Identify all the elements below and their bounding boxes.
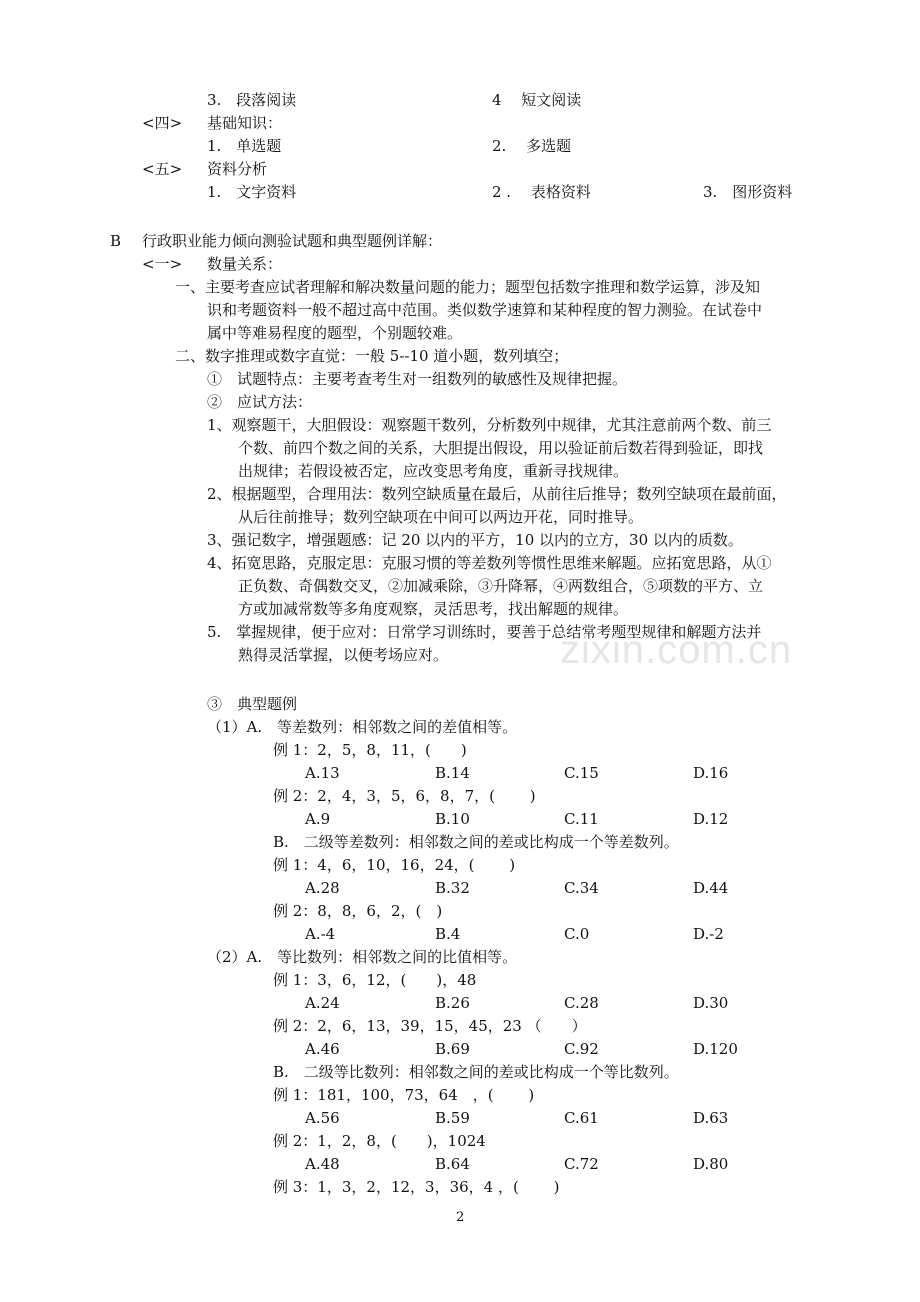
text-line: 二、数字推理或数字直觉：一般 5--10 道小题，数列填空； <box>175 347 569 365</box>
text-line: A.48 <box>305 1155 340 1173</box>
text-line: A.46 <box>305 1040 340 1058</box>
text-line: 例 1：3，6，12，( )，48 <box>273 971 477 989</box>
text-line: ③ 典型题例 <box>207 695 298 713</box>
text-line: 1. 单选题 <box>207 137 282 155</box>
text-line: B.14 <box>435 764 470 782</box>
text-line: （1）A. 等差数列：相邻数之间的差值相等。 <box>207 718 518 736</box>
text-line: B.26 <box>435 994 470 1012</box>
text-line: 例 3：1，3，2，12，3，36，4 ，( ) <box>273 1178 560 1196</box>
text-line: B.32 <box>435 879 470 897</box>
page-number: 2 <box>456 1210 465 1225</box>
text-line: 1、观察题干，大胆假设：观察题干数列，分析数列中规律，尤其注意前两个数、前三 <box>207 416 772 434</box>
text-line: 一、主要考查应试者理解和解决数量问题的能力；题型包括数字推理和数学运算，涉及知 <box>175 278 761 296</box>
text-line: 资料分析 <box>207 160 268 178</box>
text-line: A.9 <box>305 810 331 828</box>
text-line: 从后往前推导；数列空缺项在中间可以两边开花，同时推导。 <box>238 508 644 526</box>
text-line: C.28 <box>564 994 599 1012</box>
text-line: B <box>110 232 122 250</box>
text-line: 2、根据题型，合理用法：数列空缺质量在最后，从前往后推导；数列空缺项在最前面， <box>207 485 787 503</box>
text-line: 个数、前四个数之间的关系，大胆提出假设，用以验证前后数若得到验证，即找 <box>238 439 764 457</box>
text-line: B.64 <box>435 1155 470 1173</box>
text-line: C.11 <box>564 810 599 828</box>
watermark: zixin.com.cn <box>560 628 793 672</box>
text-line: A.-4 <box>305 925 336 943</box>
text-line: A.13 <box>305 764 340 782</box>
text-line: C.72 <box>564 1155 599 1173</box>
text-line: C.0 <box>564 925 590 943</box>
text-line: 4、拓宽思路，克服定思：克服习惯的等差数列等惯性思维来解题。应拓宽思路，从① <box>207 554 772 572</box>
text-line: <四> <box>142 114 183 132</box>
text-line: 例 2：2，4，3，5，6，8，7，( ) <box>273 787 536 805</box>
text-line: 1. 文字资料 <box>207 183 297 201</box>
text-line: 方或加减常数等多角度观察，灵活思考，找出解题的规律。 <box>238 600 629 618</box>
text-line: 2 . 表格资料 <box>492 183 591 201</box>
text-line: （2）A. 等比数列：相邻数之间的比值相等。 <box>207 948 518 966</box>
text-line: 属中等难易程度的题型，个别题较难。 <box>207 324 463 342</box>
text-line: <一> <box>142 255 183 273</box>
text-line: 例 2：8，8，6，2，( ) <box>273 902 443 920</box>
text-line: D.80 <box>693 1155 729 1173</box>
text-line: C.92 <box>564 1040 599 1058</box>
text-line: 4 短文阅读 <box>492 91 582 109</box>
text-line: 5. 掌握规律，便于应对：日常学习训练时，要善于总结常考题型规律和解题方法并 <box>207 623 762 641</box>
text-line: A.56 <box>305 1109 340 1127</box>
text-line: 识和考题资料一般不超过高中范围。类似数学速算和某种程度的智力测验。在试卷中 <box>207 301 763 319</box>
text-line: D.30 <box>693 994 729 1012</box>
text-line: D.63 <box>693 1109 729 1127</box>
text-line: B.4 <box>435 925 461 943</box>
text-line: B.59 <box>435 1109 470 1127</box>
text-line: 基础知识： <box>207 114 283 132</box>
text-line: D.12 <box>693 810 729 828</box>
text-line: B. 二级等差数列：相邻数之间的差或比构成一个等差数列。 <box>273 833 679 851</box>
text-line: 例 1：2，5，8，11，( ) <box>273 741 467 759</box>
text-line: D.-2 <box>693 925 724 943</box>
text-line: ② 应试方法： <box>207 393 313 411</box>
text-line: A.28 <box>305 879 340 897</box>
text-line: 例 1：4，6，10，16，24，( ) <box>273 856 516 874</box>
text-line: 3. 图形资料 <box>703 183 793 201</box>
text-line: 正负数、奇偶数交叉，②加减乘除，③升降幂，④两数组合，⑤项数的平方、立 <box>238 577 764 595</box>
text-line: C.15 <box>564 764 599 782</box>
text-line: 例 1：181，100，73，64 ，( ) <box>273 1086 535 1104</box>
text-line: 数量关系： <box>207 255 283 273</box>
text-line: C.34 <box>564 879 599 897</box>
text-line: C.61 <box>564 1109 599 1127</box>
text-line: A.24 <box>305 994 340 1012</box>
text-line: B.10 <box>435 810 470 828</box>
text-line: 2. 多选题 <box>492 137 572 155</box>
text-line: 行政职业能力倾向测验试题和典型题例详解： <box>142 232 443 250</box>
text-line: 3. 段落阅读 <box>207 91 297 109</box>
text-line: 例 2：2，6，13，39，15，45，23 （ ） <box>273 1017 587 1035</box>
text-line: 出规律；若假设被否定，应改变思考角度，重新寻找规律。 <box>238 462 629 480</box>
text-line: 例 2：1，2，8，( )，1024 <box>273 1132 486 1150</box>
text-line: D.120 <box>693 1040 738 1058</box>
text-line: B.69 <box>435 1040 470 1058</box>
text-line: D.16 <box>693 764 729 782</box>
text-line: 熟得灵活掌握，以便考场应对。 <box>238 646 449 664</box>
text-line: B. 二级等比数列：相邻数之间的差或比构成一个等比数列。 <box>273 1063 679 1081</box>
text-line: ① 试题特点：主要考查考生对一组数列的敏感性及规律把握。 <box>207 370 628 388</box>
text-line: D.44 <box>693 879 729 897</box>
text-line: <五> <box>142 160 183 178</box>
text-line: 3、强记数字，增强题感：记 20 以内的平方，10 以内的立方，30 以内的质数。 <box>207 531 743 549</box>
